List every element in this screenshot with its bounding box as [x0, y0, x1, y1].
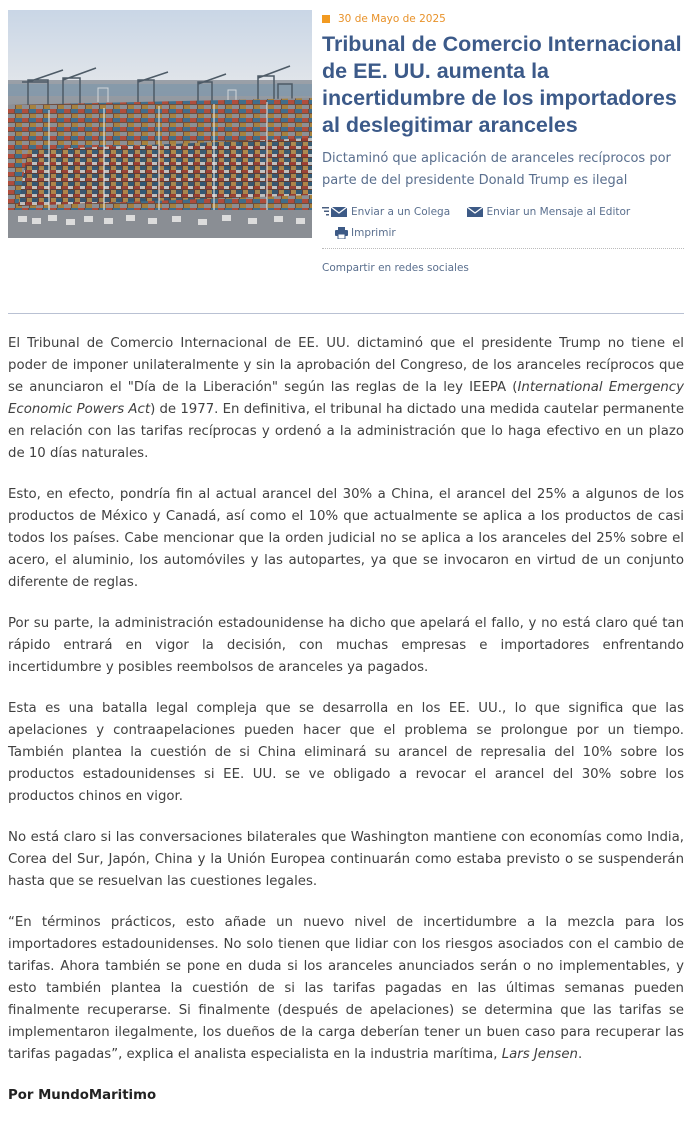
article-byline: Por MundoMaritimo: [8, 1088, 157, 1103]
article-tools: [322, 206, 684, 249]
envelope-icon: [466, 206, 484, 218]
send-colleague-icon: [322, 206, 348, 218]
article-paragraph-3: Por su parte, la administración estadounidense ha dicho que apelará el fallo, y no está claro qué tan rápido entrará en vigor la decisión, con muchas empresas e importadores enfrentando incertidumbre y posibles reembolsos de aranceles ya pagados.: [8, 616, 684, 675]
article-date: 30 de Mayo de 2025: [338, 13, 446, 25]
tools-row-2: [322, 227, 684, 249]
print-label: Imprimir: [351, 227, 396, 239]
law-name: International Emergency Economic Powers Act: [8, 380, 684, 417]
message-editor-link[interactable]: [466, 206, 631, 218]
article-body: [8, 333, 684, 1126]
message-editor-label: Enviar un Mensaje al Editor: [486, 206, 631, 218]
article-meta: [322, 0, 684, 274]
article-image: [8, 10, 312, 238]
article-subtitle: Dictaminó que aplicación de aranceles recíprocos por parte de del presidente Donald Trump es ilegal: [322, 151, 671, 188]
section-divider: [8, 313, 684, 314]
article-paragraph-6: “En términos prácticos, esto añade un nuevo nivel de incertidumbre a la mezcla para los importadores estadounidenses. No solo tienen que lidiar con los riesgos asociados con el cambio de tarifas. Ahora también se pone en duda si los aranceles anunciados serán o no implementables, y esto también plantea la cuestión de si las tarifas pagadas en las últimas semanas pueden finalmente recuperarse. Si finalmente (después de apelaciones) se determina que las tarifas se implementaron ilegalmente, los dueños de la carga deberían tener un buen caso para recuperar las tarifas pagadas”, explica el analista especialista en la industria marítima, Lars Jensen.: [8, 915, 684, 1062]
print-link[interactable]: [335, 227, 396, 239]
printer-icon: [335, 227, 348, 239]
article-paragraph-4: Esta es una batalla legal compleja que se desarrolla en los EE. UU., lo que significa que las apelaciones y contraapelaciones pueden hacer que el problema se prolongue por un tiempo. También plantea la cuestión de si China eliminará su arancel de represalia del 10% sobre los productos estadounidenses si EE. UU. se ve obligado a revocar el arancel del 30% sobre los productos chinos en vigor.: [8, 701, 684, 804]
analyst-name: Lars Jensen: [501, 1047, 578, 1062]
article-title: Tribunal de Comercio Internacional de EE. UU. aumenta la incertidumbre de los importadores al deslegitimar aranceles: [322, 32, 682, 137]
send-colleague-link[interactable]: [322, 206, 450, 218]
article-paragraph-1: El Tribunal de Comercio Internacional de EE. UU. dictaminó que el presidente Trump no tiene el poder de imponer unilateralmente y sin la aprobación del Congreso, de los aranceles recíprocos que se anunciaron el "Día de la Liberación" según las reglas de la ley IEEPA (International Emergency Economic Powers Act) de 1977. En definitiva, el tribunal ha dictado una medida cautelar permanente en relación con las tarifas recíprocas y ordenó a la administración que lo haga efectivo en un plazo de 10 días naturales.: [8, 336, 685, 461]
article-paragraph-2: Esto, en efecto, pondría fin al actual arancel del 30% a China, el arancel del 25% a algunos de los productos de México y Canadá, así como el 10% que actualmente se aplica a los productos de casi todos los países. Cabe mencionar que la orden judicial no se aplica a los aranceles del 25% sobre el acero, el aluminio, los automóviles y las autopartes, ya que se invocaron en virtud de un conjunto diferente de reglas.: [8, 487, 684, 590]
article-date-row: [322, 13, 684, 25]
date-marker-icon: [322, 15, 330, 23]
article-paragraph-5: No está claro si las conversaciones bilaterales que Washington mantiene con economías como India, Corea del Sur, Japón, China y la Unión Europea continuarán como estaba previsto o se suspenderán hasta que se resuelvan las cuestiones legales.: [8, 830, 684, 889]
share-social-link[interactable]: Compartir en redes sociales: [322, 262, 469, 274]
send-colleague-label: Enviar a un Colega: [351, 206, 451, 218]
port-photo: [8, 10, 312, 238]
